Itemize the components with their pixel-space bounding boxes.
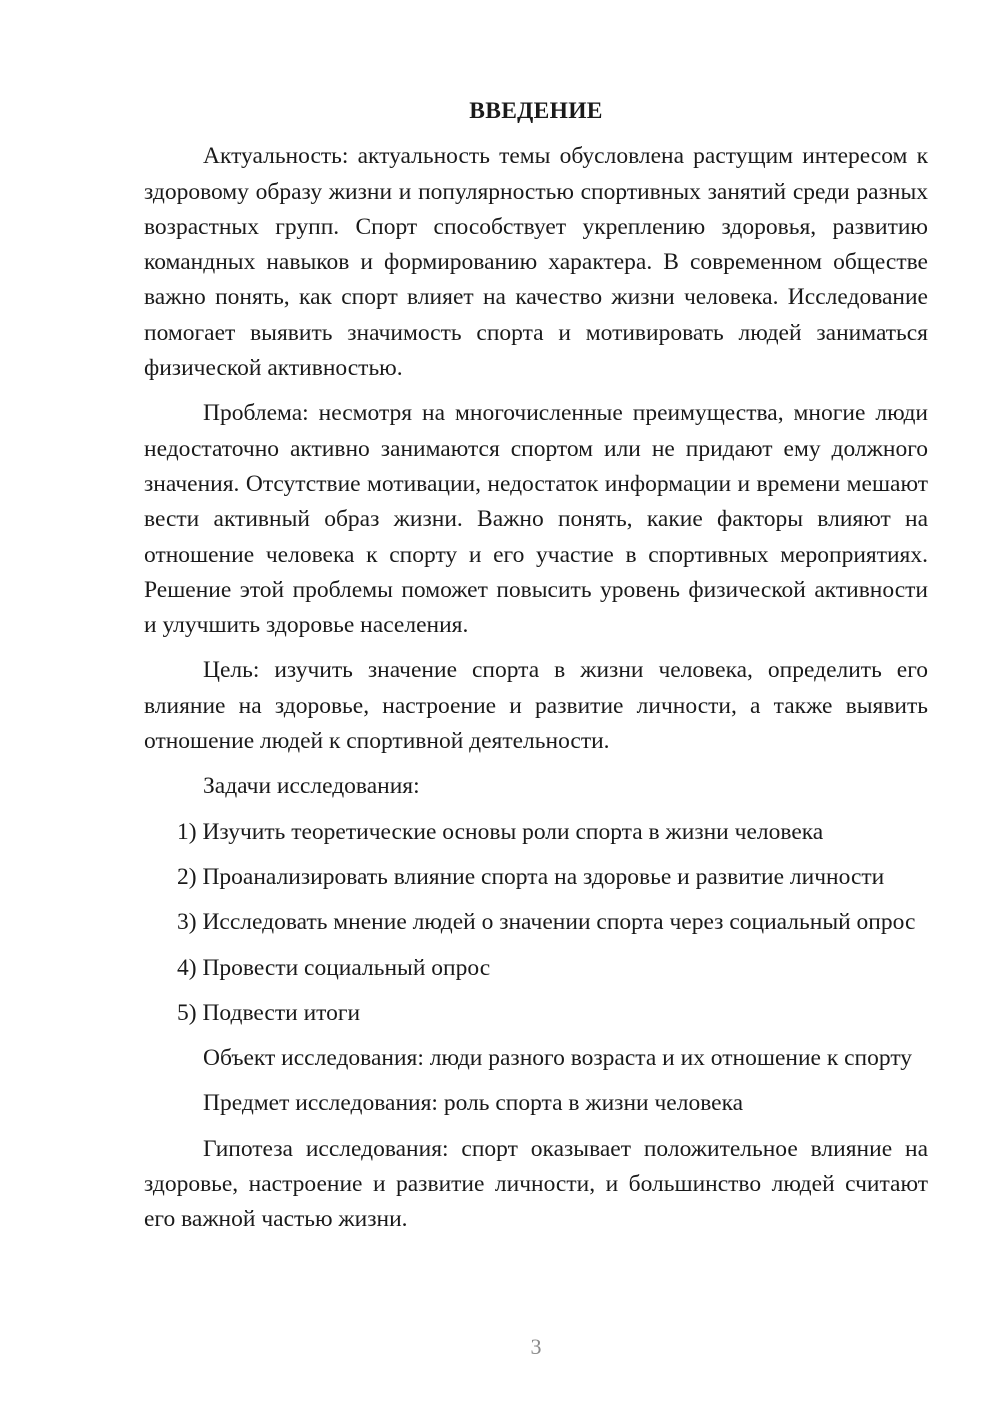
- task-item-3: 3) Исследовать мнение людей о значении спорта через социальный опрос: [177, 909, 916, 936]
- object-paragraph: Объект исследования: люди разного возраста и их отношение к спорту: [203, 1045, 913, 1072]
- page-content: [144, 94, 928, 1238]
- page-title: ВВЕДЕНИЕ: [469, 98, 603, 124]
- task-item-2: 2) Проанализировать влияние спорта на здоровье и развитие личности: [177, 863, 885, 890]
- task-item-4: 4) Провести социальный опрос: [177, 954, 491, 981]
- tasks-heading: Задачи исследования:: [203, 773, 420, 800]
- hypothesis-paragraph: Гипотеза исследования: спорт оказывает положительное влияние на здоровье, настроение и развитие личности, и большинство людей считают его важной частью жизни.: [144, 1135, 928, 1233]
- page-number: 3: [530, 1334, 542, 1359]
- task-item-5: 5) Подвести итоги: [177, 999, 361, 1026]
- relevance-paragraph: Актуальность: актуальность темы обусловлена растущим интересом к здоровому образу жизни и популярностью спортивных занятий среди разных возрастных групп. Спорт способствует укреплению здоровья, развитию командных навыков и формированию характера. В современном обществе важно понять, как спорт влияет на качество жизни человека. Исследование помогает выявить значимость спорта и мотивировать людей заниматься физической активностью.: [144, 143, 928, 382]
- subject-paragraph: Предмет исследования: роль спорта в жизни человека: [203, 1090, 744, 1117]
- problem-paragraph: Проблема: несмотря на многочисленные преимущества, многие люди недостаточно активно занимаются спортом или не придают ему должного значения. Отсутствие мотивации, недостаток информации и времени мешают вести активный образ жизни. Важно понять, какие факторы влияют на отношение человека к спорту и его участие в спортивных мероприятиях. Решение этой проблемы поможет повысить уровень физической активности и улучшить здоровье населения.: [144, 400, 928, 639]
- goal-paragraph: Цель: изучить значение спорта в жизни человека, определить его влияние на здоровье, настроение и развитие личности, а также выявить отношение людей к спортивной деятельности.: [144, 657, 928, 755]
- task-item-1: 1) Изучить теоретические основы роли спорта в жизни человека: [177, 818, 824, 845]
